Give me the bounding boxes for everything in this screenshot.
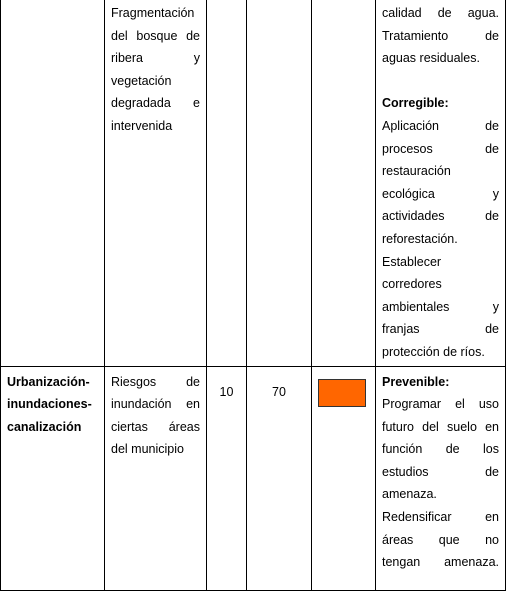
measure-line: Aplicación de — [382, 118, 499, 133]
measure-line: actividades de — [382, 209, 499, 224]
measure-line: Programar el uso — [382, 397, 499, 412]
impact-line: intervenida — [111, 118, 173, 133]
rating-cell — [312, 0, 376, 366]
impact-line: del municipio — [111, 442, 184, 457]
impact-line: ribera y — [111, 51, 200, 66]
impact-cell — [105, 366, 207, 590]
measure-line: Redensificar en — [382, 510, 499, 525]
table-row — [1, 0, 506, 366]
corregible-heading: Corregible: — [382, 96, 449, 111]
measure-line: reforestación. — [382, 231, 458, 246]
measure-line: estudios de — [382, 464, 499, 479]
measure-line: procesos de — [382, 141, 499, 156]
impact-line: Riesgos de — [111, 374, 200, 389]
prevenible-heading: Prevenible: — [382, 374, 450, 389]
value-cell: 10 — [207, 366, 247, 590]
impact-line: del bosque de — [111, 28, 200, 43]
activity-line: inundaciones- — [7, 397, 92, 412]
measure-line: áreas que no — [382, 532, 499, 547]
measure-line: tengan amenaza. — [382, 555, 499, 570]
measure-line: función de los — [382, 442, 499, 457]
measure-cell — [376, 366, 506, 590]
impact-line: Fragmentación — [111, 6, 195, 20]
measure-line: Establecer — [382, 254, 442, 269]
value-cell: 70 — [247, 366, 312, 590]
activity-line: Urbanización- — [7, 374, 90, 389]
table-row — [1, 366, 506, 590]
measure-line: corredores — [382, 277, 442, 292]
measure-line: franjas de — [382, 322, 499, 337]
impact-cell — [105, 0, 207, 366]
measure-line: Tratamiento de — [382, 28, 499, 43]
activity-cell — [1, 366, 105, 590]
impact-line: degradada e — [111, 96, 200, 111]
measure-cell — [376, 0, 506, 366]
measure-line: restauración — [382, 164, 451, 179]
activity-line: canalización — [7, 419, 82, 434]
impact-line: ciertas áreas — [111, 419, 200, 434]
activity-cell — [1, 0, 105, 366]
value-cell — [247, 0, 312, 366]
impact-line: inundación en — [111, 397, 200, 412]
measure-line: ecológica y — [382, 186, 499, 201]
measure-line: amenaza. — [382, 487, 437, 502]
rating-cell — [312, 366, 376, 590]
measure-line: calidad de agua. — [382, 6, 499, 20]
measure-line: aguas residuales. — [382, 51, 480, 66]
measure-line: futuro del suelo en — [382, 419, 499, 434]
rating-swatch — [318, 379, 366, 407]
value-cell — [207, 0, 247, 366]
impact-line: vegetación — [111, 73, 172, 88]
measure-line: ambientales y — [382, 299, 499, 314]
measure-line: protección de ríos. — [382, 344, 485, 359]
